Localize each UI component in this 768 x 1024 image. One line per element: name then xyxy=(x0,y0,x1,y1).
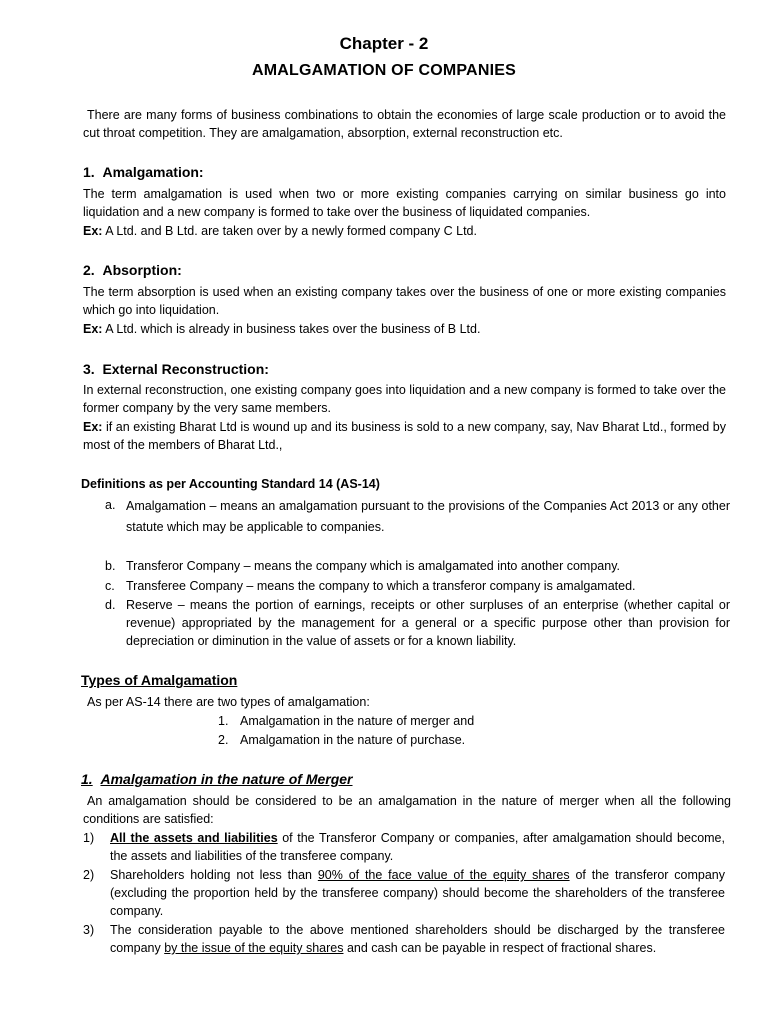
section-2-heading xyxy=(83,262,182,278)
section-1-heading xyxy=(83,164,204,180)
section-2-ex-text: A Ltd. which is already in business takes over the business of B Ltd. xyxy=(102,322,481,336)
section-2-title: Absorption: xyxy=(102,262,182,278)
type-item: Amalgamation in the nature of purchase. xyxy=(240,733,466,747)
condition-marker: 2) xyxy=(83,868,95,882)
section-3-number: 3. xyxy=(83,361,95,377)
definition-marker: b. xyxy=(105,559,116,573)
merger-intro: An amalgamation should be considered to be an amalgamation in the nature of merger when all the following conditions are satisfied: xyxy=(83,794,731,826)
section-3-ex-label: Ex: xyxy=(83,420,103,434)
section-3-heading xyxy=(83,361,269,377)
section-3-ex-text: if an existing Bharat Ltd is wound up and its business is sold to a new company, say, Nav Bharat Ltd., formed by most of the members of Bharat Ltd., xyxy=(83,420,726,452)
condition-emphasis: by the issue of the equity shares xyxy=(164,941,344,955)
section-3-body: In external reconstruction, one existing company goes into liquidation and a new company is formed to take over the former company by the very same members. xyxy=(83,383,726,415)
section-1-ex-text: A Ltd. and B Ltd. are taken over by a newly formed company C Ltd. xyxy=(102,224,477,238)
merger-number: 1. xyxy=(81,771,93,787)
condition-pre: Shareholders holding not less than xyxy=(110,868,318,882)
definitions-heading: Definitions as per Accounting Standard 14 (AS-14) xyxy=(81,477,380,491)
condition-marker: 1) xyxy=(83,831,95,845)
condition-item xyxy=(110,921,725,957)
definition-item: Reserve – means the portion of earnings, receipts or other surpluses of an enterprise (whether capital or revenue) appropriated by the management for a general or a specific purpose other than provision for depreciation or diminution in the value of assets or for a known liability. xyxy=(126,598,730,648)
condition-item xyxy=(110,829,725,865)
condition-pre: The consideration payable to the above mentioned shareholders should be discharged by the transferee company xyxy=(110,923,725,955)
definition-item: Amalgamation – means an amalgamation pursuant to the provisions of the Companies Act 2013 or any other statute which may be applicable to companies. xyxy=(126,499,730,534)
types-heading: Types of Amalgamation xyxy=(81,672,238,688)
section-3-title: External Reconstruction: xyxy=(102,361,269,377)
section-2-example xyxy=(83,320,726,338)
section-2-body: The term absorption is used when an existing company takes over the business of one or more existing companies which go into liquidation. xyxy=(83,285,726,317)
section-1-number: 1. xyxy=(83,164,95,180)
condition-emphasis: All the assets and liabilities xyxy=(110,831,278,845)
section-1-example xyxy=(83,222,726,240)
section-1-ex-label: Ex: xyxy=(83,224,103,238)
definition-marker: c. xyxy=(105,579,115,593)
section-2-ex-label: Ex: xyxy=(83,322,103,336)
definition-item: Transferee Company – means the company to which a transferor company is amalgamated. xyxy=(126,579,636,593)
types-intro: As per AS-14 there are two types of amalgamation: xyxy=(87,695,370,709)
intro-paragraph: There are many forms of business combinations to obtain the economies of large scale production or to avoid the cut throat competition. They are amalgamation, absorption, external reconstruction etc. xyxy=(83,108,726,140)
condition-post: of the Transferor Company or companies, after amalgamation should become, the assets and liabilities of the transferee company. xyxy=(110,831,725,863)
definition-marker: d. xyxy=(105,598,116,612)
condition-item xyxy=(110,866,725,920)
condition-emphasis: 90% of the face value of the equity shares xyxy=(317,868,570,882)
definition-marker: a. xyxy=(105,498,116,512)
condition-marker: 3) xyxy=(83,923,95,937)
type-marker: 2. xyxy=(218,733,229,747)
condition-post: and cash can be payable in respect of fractional shares. xyxy=(343,941,657,955)
type-marker: 1. xyxy=(218,714,229,728)
condition-post: of the transferor company (excluding the proportion held by the transferee company) should become the shareholders of the transferee company. xyxy=(110,868,726,918)
page-title: AMALGAMATION OF COMPANIES xyxy=(252,62,516,79)
section-1-body: The term amalgamation is used when two or more existing companies carrying on similar business go into liquidation and a new company is formed to take over the business of liquidated companies. xyxy=(83,187,726,219)
merger-title: Amalgamation in the nature of Merger xyxy=(100,771,353,787)
section-1-title: Amalgamation: xyxy=(102,164,204,180)
type-item: Amalgamation in the nature of merger and xyxy=(240,714,475,728)
merger-heading xyxy=(81,771,353,787)
definition-item: Transferor Company – means the company which is amalgamated into another company. xyxy=(126,559,620,573)
section-3-example xyxy=(83,418,726,454)
chapter-label: Chapter - 2 xyxy=(339,34,429,53)
section-2-number: 2. xyxy=(83,262,95,278)
